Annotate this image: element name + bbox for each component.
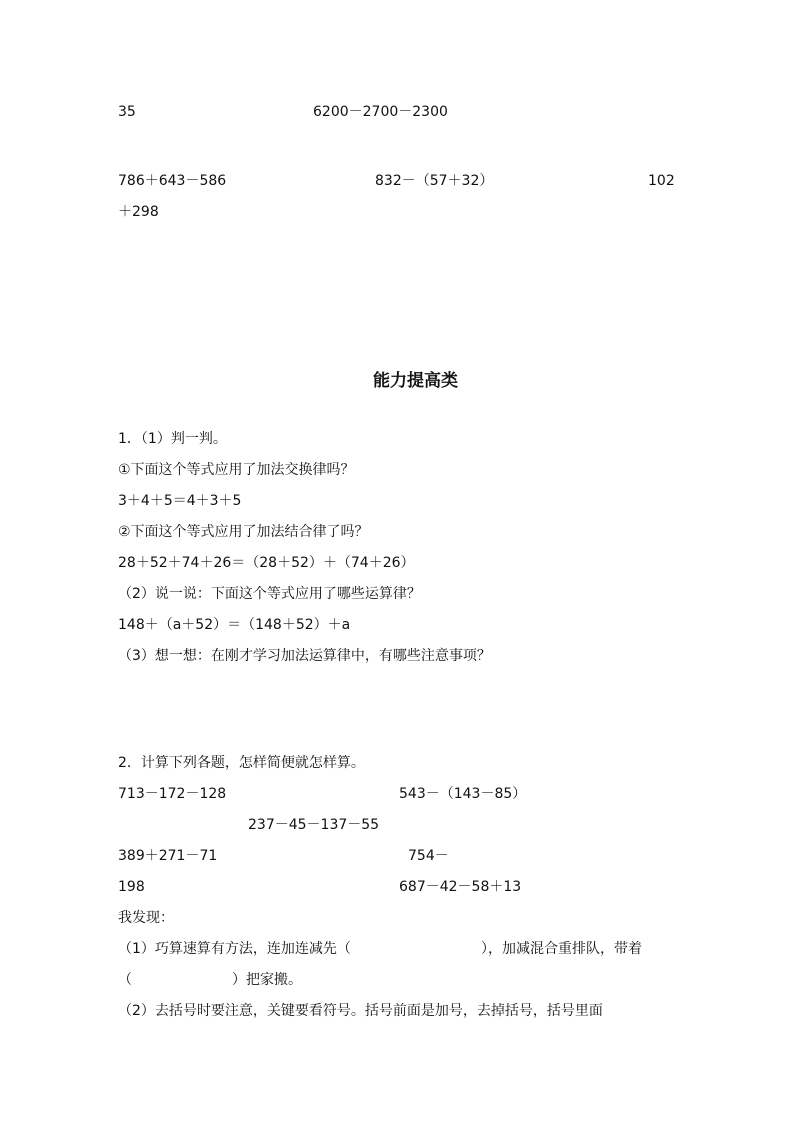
q2-expr-389: 389＋271－71 <box>118 848 218 864</box>
expr-35: 35 <box>118 104 136 120</box>
rule1-cont-open: （ <box>118 972 132 988</box>
rule2-text: （2）去括号时要注意，关键要看符号。括号前面是加号，去掉括号，括号里面 <box>118 1003 603 1019</box>
expr-6200-2700-2300: 6200－2700－2300 <box>313 104 448 120</box>
rule1-cont-end: ）把家搬。 <box>232 972 302 988</box>
expr-plus-298: ＋298 <box>118 204 159 220</box>
expr-102: 102 <box>648 173 675 189</box>
q2-header: 2．计算下列各题，怎样简便就怎样算。 <box>118 755 365 771</box>
q1-part2: （2）说一说：下面这个等式应用了哪些运算律？ <box>118 586 421 602</box>
rule1-start: （1）巧算速算有方法，连加连减先（ <box>118 941 351 957</box>
q1-sub1: ①下面这个等式应用了加法交换律吗？ <box>118 462 355 478</box>
expr-786-643-586: 786＋643－586 <box>118 173 227 189</box>
section-title: 能力提高类 <box>373 371 458 391</box>
q2-expr-198: 198 <box>118 879 145 895</box>
q2-expr-754: 754－ <box>408 848 449 864</box>
q2-expr-237: 237－45－137－55 <box>248 817 380 833</box>
q1-header: 1．（1）判一判。 <box>118 431 227 447</box>
q2-expr-687: 687－42－58＋13 <box>399 879 522 895</box>
q2-expr-543: 543－（143－85） <box>399 786 527 802</box>
q1-part3: （3）想一想：在刚才学习加法运算律中，有哪些注意事项？ <box>118 648 491 664</box>
expr-832-paren: 832－（57＋32） <box>375 173 494 189</box>
discover-label: 我发现： <box>118 910 174 926</box>
rule1-end: ），加减混合重排队，带着 <box>481 941 642 957</box>
q2-expr-713: 713－172－128 <box>118 786 227 802</box>
q1-eq1: 3＋4＋5＝4＋3＋5 <box>118 493 242 509</box>
q1-eq3: 148＋（a＋52）＝（148＋52）＋a <box>118 617 351 633</box>
q1-sub2: ②下面这个等式应用了加法结合律了吗？ <box>118 524 369 540</box>
q1-eq2: 28＋52＋74＋26＝（28＋52）＋（74＋26） <box>118 555 415 571</box>
